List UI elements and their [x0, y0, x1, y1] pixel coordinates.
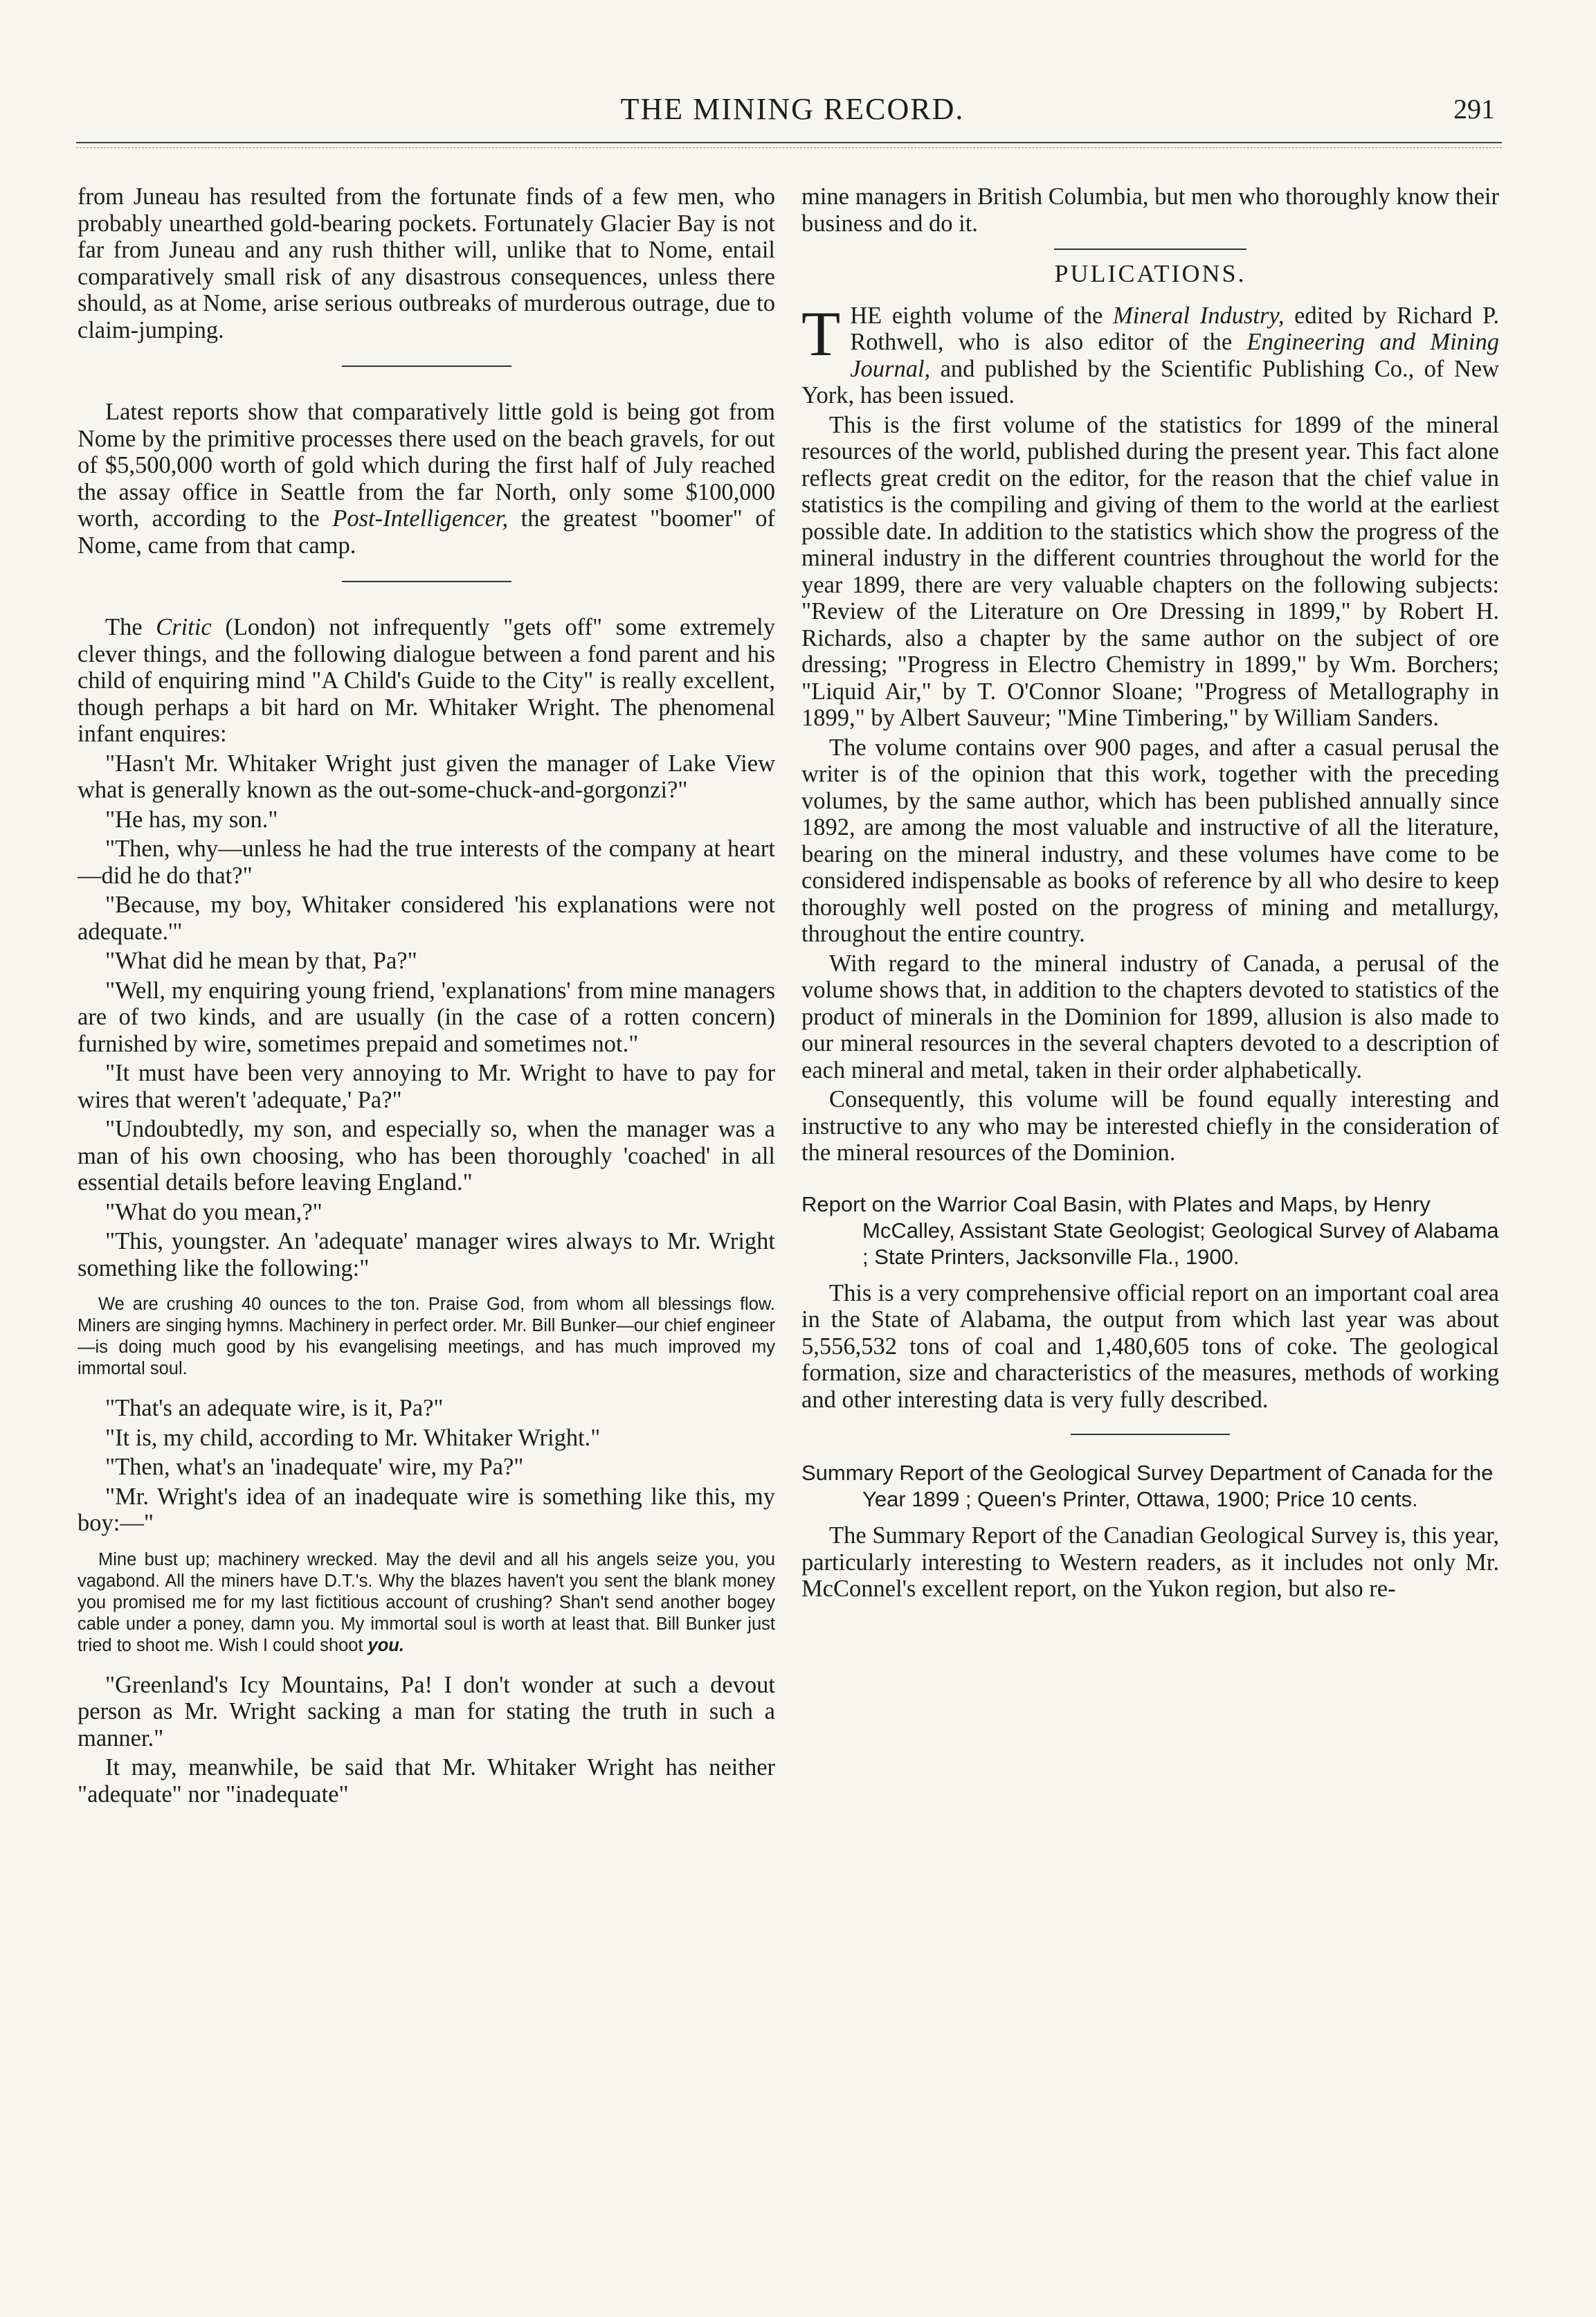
section-divider	[1071, 1434, 1230, 1435]
paragraph: mine managers in British Columbia, but men who thoroughly know their business and do it.	[801, 183, 1499, 237]
section-heading: PULICATIONS.	[801, 260, 1499, 287]
header-rule	[76, 142, 1502, 143]
paragraph: This is the first volume of the statistics for 1899 of the mineral resources of the world, published during the present year. This fact alone reflects great credit on the editor, for the reason that the chief value in statistics is the compiling and giving of them to the world at the earliest possible date. In addition to the statistics which show the progress of the mineral industry in the different countries throughout the world for the year 1899, there are very valuable chapters on the following subjects: "Review of the Literature on Ore Dressing in 1899," by Robert H. Richards, also a chapter by the same author on the subject of ore dressing; "Progress in Electro Chemistry in 1899," by Wm. Borchers; "Liquid Air," by T. O'Connor Sloane; "Progress of Metallography in 1899," by Albert Sauveur; "Mine Timbering," by William Sanders.	[801, 411, 1499, 731]
paragraph: Latest reports show that comparatively little gold is being got from Nome by the primitive processes there used on the beach gravels, for out of $5,500,000 worth of gold which during the first half of July reached the assay office in Seattle from the far North, only some $100,000 worth, according to the Post-Intelligencer, the greatest "boomer" of Nome, came from that camp.	[78, 399, 775, 559]
dialogue-line: "It must have been very annoying to Mr. Wright to have to pay for wires that weren't 'adequate,' Pa?"	[78, 1060, 775, 1113]
left-column	[78, 183, 775, 2267]
dialogue-line: "Well, my enquiring young friend, 'explanations' from mine managers are of two kinds, and are usually (in the case of a rotten concern) furnished by wire, sometimes prepaid and sometimes not."	[78, 977, 775, 1057]
dialogue-line: "Undoubtedly, my son, and especially so, when the manager was a man of his own choosing, who has been thoroughly 'coached' in all essential details before leaving England."	[78, 1116, 775, 1196]
drop-cap: T	[801, 298, 841, 369]
paragraph: from Juneau has resulted from the fortunate finds of a few men, who probably unearthed gold-bearing pockets. Fortunately Glacier Bay is not far from Juneau and any rush thither will, unlike that to Nome, entail comparatively small risk of any disastrous consequences, unless there should, as at Nome, arise serious outbreaks of murderous outrage, due to claim-jumping.	[78, 183, 775, 343]
paragraph: The Critic (London) not infrequently "gets off" some extremely clever things, and the following dialogue between a fond parent and his child of enquiring mind "A Child's Guide to the City" is really excellent, though perhaps a bit hard on Mr. Whitaker Wright. The phenomenal infant enquires:	[78, 614, 775, 747]
paragraph: This is a very comprehensive official report on an important coal area in the State of Alabama, the output from which last year was about 5,556,532 tons of coal and 1,480,605 tons of coke. The geological formation, size and characteristics of the measures, methods of working and other interesting data is very fully described.	[801, 1279, 1499, 1413]
dialogue-line: "Hasn't Mr. Whitaker Wright just given the manager of Lake View what is generally known as the out-some-chuck-and-gorgonzi?"	[78, 750, 775, 803]
dialogue-line: "Then, why—unless he had the true interests of the company at heart—did he do that?"	[78, 836, 775, 889]
paragraph: Consequently, this volume will be found equally interesting and instructive to any who may be interested chiefly in the consideration of the mineral resources of the Dominion.	[801, 1086, 1499, 1166]
quoted-wire: We are crushing 40 ounces to the ton. Praise God, from whom all blessings flow. Miners are singing hymns. Machinery in perfect order. Mr. Bill Bunker—our chief engineer —is doing much good by his evangelising meetings, and has much improved my immortal soul.	[78, 1295, 775, 1378]
section-divider	[342, 581, 511, 582]
paragraph: It may, meanwhile, be said that Mr. Whitaker Wright has neither "adequate" nor "inadequate"	[78, 1754, 775, 1807]
header-rule-dashed	[76, 147, 1502, 148]
paragraph: THE eighth volume of the Mineral Industry, edited by Richard P. Rothwell, who is also editor of the Engineering and Mining Journal, and published by the Scientific Publishing Co., of New York, has been issued.	[801, 298, 1499, 408]
review-heading: Report on the Warrior Coal Basin, with Plates and Maps, by Henry McCalley, Assistant State Geologist; Geological Survey of Alabama ; State Printers, Jacksonville Fla., 1900.	[801, 1191, 1499, 1269]
page-number: 291	[1453, 93, 1495, 125]
dialogue-line: "Then, what's an 'inadequate' wire, my Pa?"	[105, 1454, 524, 1480]
dialogue-line: "It is, my child, according to Mr. Whitaker Wright."	[105, 1424, 601, 1451]
dialogue-line: "This, youngster. An 'adequate' manager wires always to Mr. Wright something like the following:"	[78, 1228, 775, 1281]
dialogue-line: "What did he mean by that, Pa?"	[105, 948, 417, 974]
dialogue-line: "That's an adequate wire, is it, Pa?"	[105, 1395, 444, 1421]
page-header	[76, 91, 1509, 133]
journal-title: THE MINING RECORD.	[620, 92, 965, 126]
section-divider	[342, 366, 511, 367]
paragraph: With regard to the mineral industry of Canada, a perusal of the volume shows that, in addition to the chapters devoted to statistics of the product of minerals in the Dominion for 1899, allusion is also made to our mineral resources in the several chapters devoted to a description of each mineral and metal, taken in their order alphabetically.	[801, 950, 1499, 1083]
right-column	[801, 183, 1499, 2267]
dialogue-line: "Mr. Wright's idea of an inadequate wire is something like this, my boy:—"	[78, 1483, 775, 1536]
paragraph: The Summary Report of the Canadian Geological Survey is, this year, particularly interesting to Western readers, as it includes not only Mr. McConnel's excellent report, on the Yukon region, but also re-	[801, 1522, 1499, 1602]
paragraph: The volume contains over 900 pages, and after a casual perusal the writer is of the opinion that this work, together with the preceding volumes, by the same author, which has been published annually since 1892, are among the most valuable and instructive of all the literature, bearing on the mineral industry, and these volumes have come to be considered indispensable as books of reference by all who desire to keep thoroughly well posted on the progress of mining and metallurgy, throughout the entire country.	[801, 734, 1499, 947]
quoted-wire: Mine bust up; machinery wrecked. May the devil and all his angels seize you, you vagabond. All the miners have D.T.'s. Why the blazes haven't you sent the blank money you promised me for my last fictitious account of crushing? Shan't send another bogey cable under a poney, damn you. My immortal soul is worth at least that. Bill Bunker just tried to shoot me. Wish I could shoot you.	[78, 1549, 775, 1655]
dialogue-line: "He has, my son."	[105, 806, 278, 833]
dialogue-line: "Greenland's Icy Mountains, Pa! I don't wonder at such a devout person as Mr. Wright sacking a man for stating the truth in such a manner."	[78, 1671, 775, 1751]
review-heading: Summary Report of the Geological Survey Department of Canada for the Year 1899 ; Queen's Printer, Ottawa, 1900; Price 10 cents.	[801, 1461, 1494, 1511]
dialogue-line: "What do you mean,?"	[105, 1198, 323, 1225]
dialogue-line: "Because, my boy, Whitaker considered 'his explanations were not adequate.'"	[78, 892, 775, 945]
